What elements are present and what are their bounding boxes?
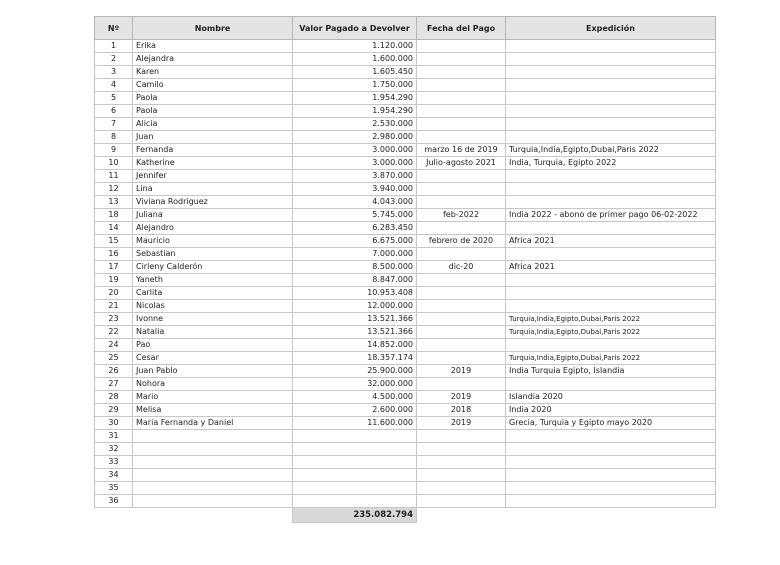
row-valor-cell: 8.847.000 (293, 274, 417, 287)
row-fecha-cell (417, 469, 506, 482)
row-fecha-cell (417, 105, 506, 118)
row-valor-cell: 8.500.000 (293, 261, 417, 274)
table-row (95, 469, 716, 482)
row-nombre-cell: Alejandra (133, 53, 293, 66)
row-expedicion-cell (506, 274, 716, 287)
row-valor-cell: 12.000.000 (293, 300, 417, 313)
row-valor-cell: 2.980.000 (293, 131, 417, 144)
row-expedicion-cell (506, 482, 716, 495)
row-expedicion-cell: India 2020 (506, 404, 716, 417)
table-row (95, 209, 716, 222)
row-nombre-cell: Juan Pablo (133, 365, 293, 378)
row-nombre-cell (133, 430, 293, 443)
row-fecha-cell (417, 92, 506, 105)
header-fecha: Fecha del Pago (417, 17, 506, 40)
table-row (95, 365, 716, 378)
row-nombre-cell: Sebastian (133, 248, 293, 261)
row-valor-cell: 1.954.290 (293, 92, 417, 105)
row-valor-cell: 32.000.000 (293, 378, 417, 391)
row-fecha-cell (417, 495, 506, 508)
row-valor-cell: 25.900.000 (293, 365, 417, 378)
table-row (95, 248, 716, 261)
row-fecha-cell (417, 456, 506, 469)
row-num-cell: 36 (95, 495, 133, 508)
row-fecha-cell: feb-2022 (417, 209, 506, 222)
row-expedicion-cell (506, 40, 716, 53)
row-num-cell: 7 (95, 118, 133, 131)
row-expedicion-cell (506, 430, 716, 443)
row-expedicion-cell (506, 183, 716, 196)
header-nombre: Nombre (133, 17, 293, 40)
row-expedicion-cell: India 2022 - abono de primer pago 06-02-2022 (506, 209, 716, 222)
row-fecha-cell (417, 287, 506, 300)
row-valor-cell (293, 430, 417, 443)
row-fecha-cell (417, 196, 506, 209)
row-num-cell: 4 (95, 79, 133, 92)
table-row (95, 495, 716, 508)
row-fecha-cell (417, 66, 506, 79)
row-expedicion-cell (506, 105, 716, 118)
table-row (95, 339, 716, 352)
row-num-cell: 10 (95, 157, 133, 170)
row-num-cell: 11 (95, 170, 133, 183)
row-nombre-cell (133, 469, 293, 482)
row-expedicion-cell: Islandia 2020 (506, 391, 716, 404)
row-valor-cell: 1.120.000 (293, 40, 417, 53)
table-row (95, 391, 716, 404)
row-nombre-cell: Katherine (133, 157, 293, 170)
row-expedicion-cell: Africa 2021 (506, 261, 716, 274)
table-row (95, 92, 716, 105)
row-num-cell: 23 (95, 313, 133, 326)
row-expedicion-cell (506, 53, 716, 66)
row-expedicion-cell: Turquia,India,Egipto,Dubai,Paris 2022 (506, 313, 716, 326)
table-row (95, 313, 716, 326)
row-expedicion-cell (506, 443, 716, 456)
total-spacer (506, 508, 716, 523)
row-expedicion-cell (506, 118, 716, 131)
row-num-cell: 14 (95, 222, 133, 235)
row-fecha-cell (417, 482, 506, 495)
row-valor-cell: 6.675.000 (293, 235, 417, 248)
row-fecha-cell (417, 248, 506, 261)
table-row (95, 443, 716, 456)
row-nombre-cell: Viviana Rodriguez (133, 196, 293, 209)
row-num-cell: 1 (95, 40, 133, 53)
row-num-cell: 33 (95, 456, 133, 469)
total-value: 235.082.794 (293, 508, 417, 523)
row-fecha-cell (417, 274, 506, 287)
row-fecha-cell (417, 170, 506, 183)
row-fecha-cell (417, 118, 506, 131)
row-valor-cell: 2.600.000 (293, 404, 417, 417)
row-valor-cell: 13.521.366 (293, 326, 417, 339)
table-row (95, 287, 716, 300)
row-expedicion-cell: Turquia,India,Egipto,Dubai,Paris 2022 (506, 144, 716, 157)
row-valor-cell: 1.954.290 (293, 105, 417, 118)
table-row (95, 157, 716, 170)
row-num-cell: 25 (95, 352, 133, 365)
row-expedicion-cell (506, 469, 716, 482)
table-row (95, 326, 716, 339)
row-nombre-cell: Natalia (133, 326, 293, 339)
header-valor: Valor Pagado a Devolver (293, 17, 417, 40)
table-row (95, 105, 716, 118)
row-num-cell: 29 (95, 404, 133, 417)
row-fecha-cell (417, 183, 506, 196)
row-expedicion-cell (506, 378, 716, 391)
row-valor-cell: 1.605.450 (293, 66, 417, 79)
row-valor-cell (293, 456, 417, 469)
table-row (95, 300, 716, 313)
row-nombre-cell (133, 456, 293, 469)
row-nombre-cell: Camilo (133, 79, 293, 92)
row-fecha-cell: 2019 (417, 391, 506, 404)
table-row (95, 222, 716, 235)
table-row (95, 378, 716, 391)
row-expedicion-cell (506, 196, 716, 209)
row-num-cell: 30 (95, 417, 133, 430)
row-fecha-cell: dic-20 (417, 261, 506, 274)
row-fecha-cell (417, 352, 506, 365)
row-expedicion-cell (506, 222, 716, 235)
header-row (95, 17, 716, 40)
row-fecha-cell: marzo 16 de 2019 (417, 144, 506, 157)
row-num-cell: 18 (95, 209, 133, 222)
row-expedicion-cell (506, 131, 716, 144)
row-nombre-cell: Lina (133, 183, 293, 196)
table-row (95, 482, 716, 495)
row-nombre-cell: Mauricio (133, 235, 293, 248)
row-expedicion-cell: Grecia, Turquia y Egipto mayo 2020 (506, 417, 716, 430)
row-fecha-cell (417, 40, 506, 53)
row-expedicion-cell (506, 339, 716, 352)
row-expedicion-cell (506, 92, 716, 105)
row-expedicion-cell (506, 456, 716, 469)
row-num-cell: 13 (95, 196, 133, 209)
row-num-cell: 12 (95, 183, 133, 196)
table-row (95, 261, 716, 274)
row-fecha-cell (417, 300, 506, 313)
total-row (95, 508, 716, 523)
row-nombre-cell: Nicolas (133, 300, 293, 313)
table-row (95, 53, 716, 66)
row-valor-cell (293, 443, 417, 456)
refund-table (94, 16, 716, 523)
row-fecha-cell (417, 378, 506, 391)
row-expedicion-cell (506, 170, 716, 183)
row-num-cell: 6 (95, 105, 133, 118)
row-expedicion-cell (506, 300, 716, 313)
row-nombre-cell: Alicia (133, 118, 293, 131)
row-expedicion-cell (506, 495, 716, 508)
header-expedicion: Expedición (506, 17, 716, 40)
table-row (95, 456, 716, 469)
table-row (95, 144, 716, 157)
row-fecha-cell (417, 131, 506, 144)
row-fecha-cell (417, 430, 506, 443)
row-num-cell: 9 (95, 144, 133, 157)
table-row (95, 183, 716, 196)
row-fecha-cell: 2019 (417, 365, 506, 378)
table-row (95, 40, 716, 53)
row-fecha-cell (417, 443, 506, 456)
row-nombre-cell: Paola (133, 92, 293, 105)
row-nombre-cell (133, 482, 293, 495)
table-row (95, 352, 716, 365)
total-spacer (95, 508, 133, 523)
row-fecha-cell (417, 222, 506, 235)
row-nombre-cell: Karen (133, 66, 293, 79)
row-valor-cell: 13.521.366 (293, 313, 417, 326)
row-valor-cell: 1.750.000 (293, 79, 417, 92)
row-nombre-cell: Cirleny Calderón (133, 261, 293, 274)
table-row (95, 235, 716, 248)
row-valor-cell: 7.000.000 (293, 248, 417, 261)
row-num-cell: 20 (95, 287, 133, 300)
row-nombre-cell (133, 443, 293, 456)
row-num-cell: 24 (95, 339, 133, 352)
row-valor-cell (293, 495, 417, 508)
table-row (95, 430, 716, 443)
row-valor-cell: 5.745.000 (293, 209, 417, 222)
row-num-cell: 22 (95, 326, 133, 339)
table-row (95, 118, 716, 131)
table-row (95, 417, 716, 430)
row-nombre-cell: Melisa (133, 404, 293, 417)
row-num-cell: 19 (95, 274, 133, 287)
row-fecha-cell: febrero de 2020 (417, 235, 506, 248)
row-valor-cell: 3.940.000 (293, 183, 417, 196)
row-expedicion-cell: Turquia,India,Egipto,Dubai,Paris 2022 (506, 352, 716, 365)
row-nombre-cell (133, 495, 293, 508)
row-fecha-cell (417, 313, 506, 326)
row-expedicion-cell (506, 66, 716, 79)
table-row (95, 274, 716, 287)
row-nombre-cell: Ivonne (133, 313, 293, 326)
row-fecha-cell (417, 53, 506, 66)
row-nombre-cell: Alejandro (133, 222, 293, 235)
row-valor-cell: 3.870.000 (293, 170, 417, 183)
row-num-cell: 26 (95, 365, 133, 378)
row-num-cell: 35 (95, 482, 133, 495)
row-num-cell: 3 (95, 66, 133, 79)
row-valor-cell: 4.500.000 (293, 391, 417, 404)
row-valor-cell (293, 469, 417, 482)
row-fecha-cell (417, 339, 506, 352)
row-valor-cell: 11.600.000 (293, 417, 417, 430)
row-fecha-cell: 2019 (417, 417, 506, 430)
row-nombre-cell: Fernanda (133, 144, 293, 157)
row-expedicion-cell (506, 79, 716, 92)
row-nombre-cell: Paola (133, 105, 293, 118)
row-valor-cell: 10.953.408 (293, 287, 417, 300)
row-valor-cell: 4.043.000 (293, 196, 417, 209)
table-row (95, 170, 716, 183)
row-nombre-cell: Carlita (133, 287, 293, 300)
table-row (95, 404, 716, 417)
row-num-cell: 27 (95, 378, 133, 391)
row-num-cell: 34 (95, 469, 133, 482)
header-num: Nº (95, 17, 133, 40)
row-expedicion-cell: Turquia,India,Egipto,Dubai,Paris 2022 (506, 326, 716, 339)
row-nombre-cell: Yaneth (133, 274, 293, 287)
row-fecha-cell: 2018 (417, 404, 506, 417)
total-spacer (417, 508, 506, 523)
total-spacer (133, 508, 293, 523)
row-nombre-cell: Maria Fernanda y Daniel (133, 417, 293, 430)
row-expedicion-cell: India Turquia Egipto, Islandia (506, 365, 716, 378)
row-expedicion-cell (506, 287, 716, 300)
row-valor-cell: 14.852.000 (293, 339, 417, 352)
row-nombre-cell: Erika (133, 40, 293, 53)
row-num-cell: 5 (95, 92, 133, 105)
row-valor-cell: 18.357.174 (293, 352, 417, 365)
row-fecha-cell: Julio-agosto 2021 (417, 157, 506, 170)
row-nombre-cell: Juan (133, 131, 293, 144)
row-nombre-cell: Cesar (133, 352, 293, 365)
table-row (95, 196, 716, 209)
row-nombre-cell: Juliana (133, 209, 293, 222)
row-num-cell: 28 (95, 391, 133, 404)
row-valor-cell: 6.283.450 (293, 222, 417, 235)
row-valor-cell (293, 482, 417, 495)
row-valor-cell: 3.000.000 (293, 157, 417, 170)
row-expedicion-cell: Africa 2021 (506, 235, 716, 248)
row-num-cell: 2 (95, 53, 133, 66)
row-num-cell: 15 (95, 235, 133, 248)
row-valor-cell: 3.000.000 (293, 144, 417, 157)
row-fecha-cell (417, 79, 506, 92)
table-row (95, 131, 716, 144)
row-nombre-cell: Jennifer (133, 170, 293, 183)
table-row (95, 66, 716, 79)
row-num-cell: 31 (95, 430, 133, 443)
row-num-cell: 8 (95, 131, 133, 144)
row-valor-cell: 2.530.000 (293, 118, 417, 131)
table-row (95, 79, 716, 92)
row-num-cell: 32 (95, 443, 133, 456)
row-num-cell: 17 (95, 261, 133, 274)
row-expedicion-cell (506, 248, 716, 261)
row-num-cell: 16 (95, 248, 133, 261)
row-valor-cell: 1.600.000 (293, 53, 417, 66)
row-nombre-cell: Mario (133, 391, 293, 404)
row-num-cell: 21 (95, 300, 133, 313)
row-nombre-cell: Nohora (133, 378, 293, 391)
row-fecha-cell (417, 326, 506, 339)
row-nombre-cell: Pao (133, 339, 293, 352)
row-expedicion-cell: India, Turquia, Egipto 2022 (506, 157, 716, 170)
